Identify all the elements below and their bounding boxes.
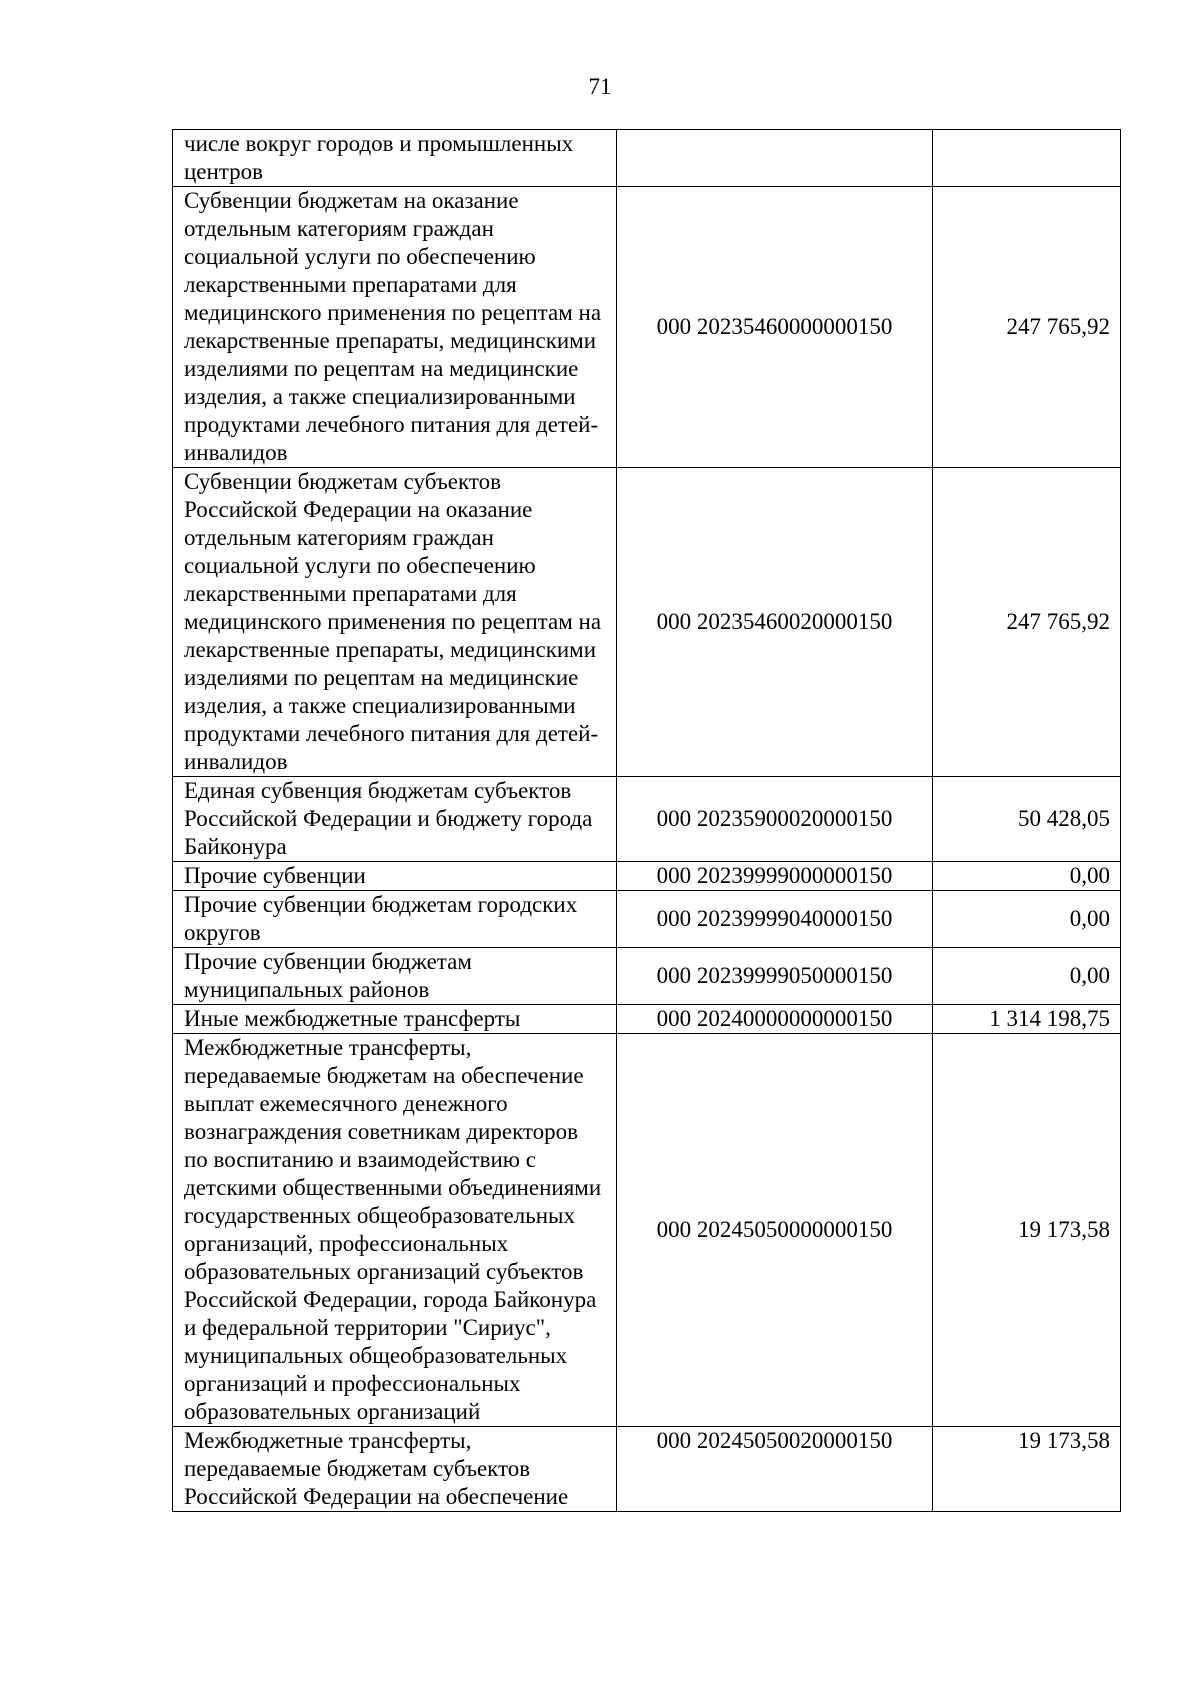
amount-cell: 0,00: [933, 862, 1121, 891]
table-row: [173, 1427, 1121, 1512]
budget-code-cell: 000 20239999040000150: [617, 891, 933, 948]
table-row: [173, 891, 1121, 948]
revenue-name-cell: Иные межбюджетные трансферты: [173, 1005, 617, 1034]
revenue-name-cell: Прочие субвенции: [173, 862, 617, 891]
budget-code-cell: 000 20245050020000150: [617, 1427, 933, 1512]
budget-code-cell: 000 20239999050000150: [617, 948, 933, 1005]
table-row: [173, 187, 1121, 468]
page-number: 71: [588, 74, 612, 99]
amount-cell: 247 765,92: [933, 187, 1121, 468]
revenue-name-cell: числе вокруг городов и промышленных центров: [173, 130, 617, 187]
revenue-name-cell: Субвенции бюджетам субъектов Российской Федерации на оказание отдельным категориям граждан социальной услуги по обеспечению лекарственными препаратами для медицинского применения по рецептам на лекарственные препараты, медицинскими изделиями по рецептам на медицинские изделия, а также специализированными продуктами лечебного питания для детей-инвалидов: [173, 468, 617, 777]
table-row: [173, 468, 1121, 777]
revenue-name-cell: Прочие субвенции бюджетам муниципальных районов: [173, 948, 617, 1005]
revenue-name-cell: Субвенции бюджетам на оказание отдельным категориям граждан социальной услуги по обеспечению лекарственными препаратами для медицинского применения по рецептам на лекарственные препараты, медицинскими изделиями по рецептам на медицинские изделия, а также специализированными продуктами лечебного питания для детей-инвалидов: [173, 187, 617, 468]
revenue-name-cell: Межбюджетные трансферты, передаваемые бюджетам субъектов Российской Федерации на обеспечение: [173, 1427, 617, 1512]
budget-code-cell: 000 20235460020000150: [617, 468, 933, 777]
table-row: [173, 130, 1121, 187]
revenue-name-cell: Прочие субвенции бюджетам городских округов: [173, 891, 617, 948]
budget-revenue-table: [172, 129, 1121, 1512]
amount-cell: [933, 130, 1121, 187]
amount-cell: 1 314 198,75: [933, 1005, 1121, 1034]
table-row: [173, 948, 1121, 1005]
amount-cell: 50 428,05: [933, 777, 1121, 862]
budget-code-cell: 000 20245050000000150: [617, 1034, 933, 1427]
budget-code-cell: 000 20240000000000150: [617, 1005, 933, 1034]
revenue-name-cell: Единая субвенция бюджетам субъектов Российской Федерации и бюджету города Байконура: [173, 777, 617, 862]
budget-code-cell: 000 20239999000000150: [617, 862, 933, 891]
table-row: [173, 1034, 1121, 1427]
revenue-name-cell: Межбюджетные трансферты, передаваемые бюджетам на обеспечение выплат ежемесячного денежного вознаграждения советникам директоров по воспитанию и взаимодействию с детскими общественными объединениями государственных общеобразовательных организаций, профессиональных образовательных организаций субъектов Российской Федерации, города Байконура и федеральной территории "Сириус", муниципальных общеобразовательных организаций и профессиональных образовательных организаций: [173, 1034, 617, 1427]
amount-cell: 19 173,58: [933, 1034, 1121, 1427]
amount-cell: 19 173,58: [933, 1427, 1121, 1512]
budget-code-cell: 000 20235460000000150: [617, 187, 933, 468]
amount-cell: 247 765,92: [933, 468, 1121, 777]
table-row: [173, 862, 1121, 891]
amount-cell: 0,00: [933, 891, 1121, 948]
table-row: [173, 1005, 1121, 1034]
budget-code-cell: [617, 130, 933, 187]
table-row: [173, 777, 1121, 862]
amount-cell: 0,00: [933, 948, 1121, 1005]
budget-code-cell: 000 20235900020000150: [617, 777, 933, 862]
